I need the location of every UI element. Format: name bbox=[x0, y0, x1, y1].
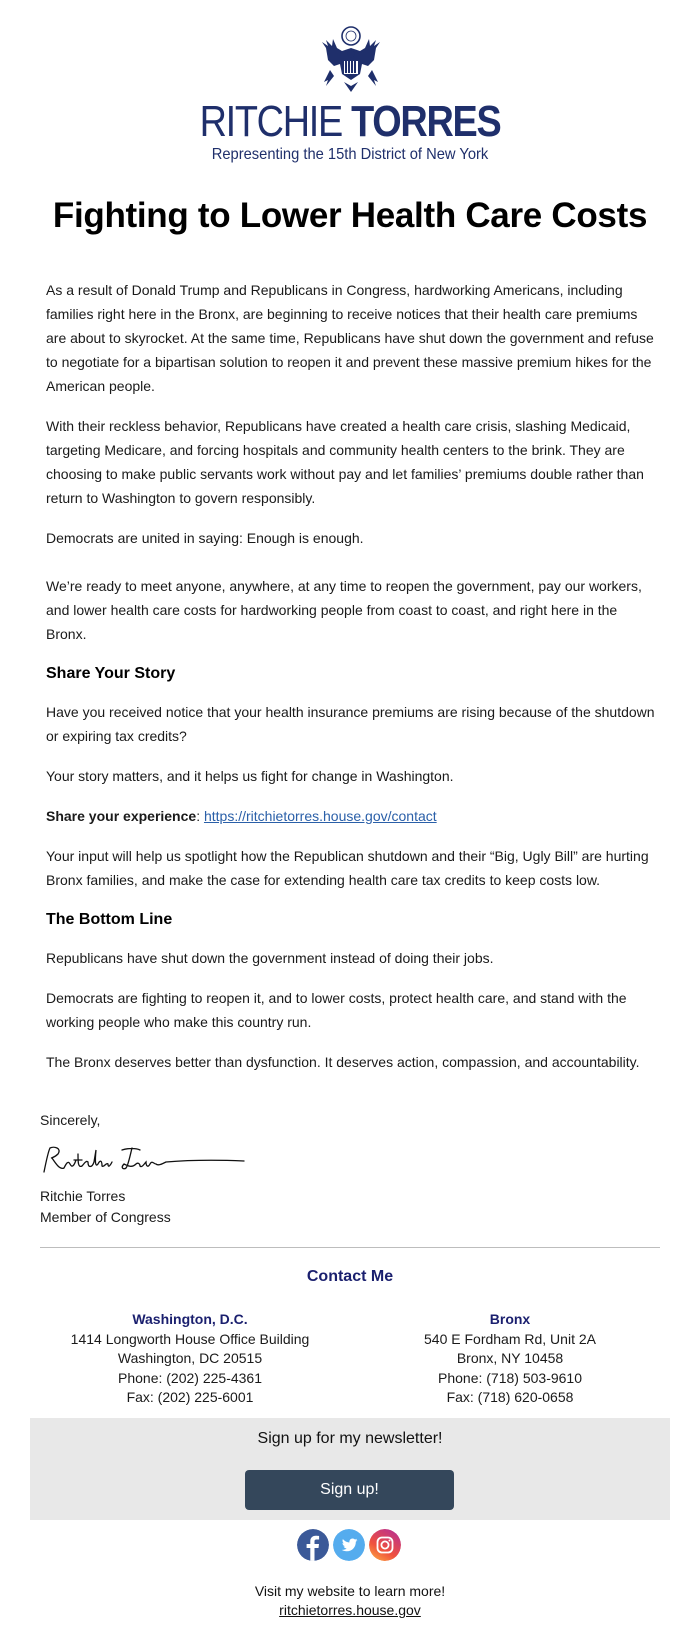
body-paragraph: With their reckless behavior, Republicans have created a health care crisis, slashing Medicaid, targeting Medicare, and forcing hospitals and community health centers to the brink. They are choosing to make public servants work without pay and let families’ premiums double rather than return to Washington to govern responsibly. bbox=[46, 418, 644, 506]
signer-block bbox=[40, 1186, 171, 1228]
body-paragraph: The Bronx deserves better than dysfunction. It deserves action, compassion, and accountability. bbox=[46, 1054, 640, 1070]
signer-name: Ritchie Torres bbox=[40, 1188, 126, 1204]
page-title: Fighting to Lower Health Care Costs bbox=[52, 196, 648, 235]
social-links bbox=[297, 1529, 403, 1563]
email-body bbox=[46, 278, 656, 1090]
divider bbox=[40, 1247, 660, 1248]
body-paragraph: Republicans have shut down the government instead of doing their jobs. bbox=[46, 950, 494, 966]
signer-role: Member of Congress bbox=[40, 1209, 171, 1225]
website-footer bbox=[0, 1582, 700, 1620]
contact-link[interactable]: https://ritchietorres.house.gov/contact bbox=[203, 808, 437, 824]
brand-tagline: Representing the 15th District of New York bbox=[211, 146, 489, 163]
twitter-link[interactable] bbox=[333, 1529, 365, 1561]
visit-website-text: Visit my website to learn more! bbox=[254, 1583, 446, 1599]
newsletter-signup-button[interactable]: Sign up! bbox=[245, 1470, 454, 1510]
facebook-link[interactable] bbox=[297, 1529, 329, 1561]
brand-last-name: TORRES bbox=[351, 97, 501, 146]
signature-icon bbox=[40, 1142, 245, 1178]
body-paragraph: Your input will help us spotlight how the Republican shutdown and their “Big, Ugly Bill” are hurting Bronx families, and make the case for extending health care tax credits to keep costs low. bbox=[46, 848, 649, 888]
closing-salutation: Sincerely, bbox=[40, 1112, 101, 1128]
body-paragraph: Your story matters, and it helps us fight for change in Washington. bbox=[46, 768, 454, 784]
body-paragraph: As a result of Donald Trump and Republicans in Congress, hardworking Americans, including families right here in the Bronx, are beginning to receive notices that their health care premiums are about to skyrocket. At the same time, Republicans have shut down the government and refuse to negotiate for a bipartisan solution to reopen it and prevent these massive premium hikes for the American people. bbox=[46, 282, 654, 394]
separator: : bbox=[196, 808, 204, 824]
section-heading-bottom-line: The Bottom Line bbox=[46, 911, 173, 928]
instagram-icon bbox=[369, 1529, 401, 1561]
office-address-line2: Washington, DC 20515 bbox=[117, 1350, 263, 1366]
office-address-line1: 540 E Fordham Rd, Unit 2A bbox=[424, 1330, 596, 1347]
contact-heading: Contact Me bbox=[306, 1268, 394, 1285]
newsletter-prompt: Sign up for my newsletter! bbox=[257, 1430, 443, 1447]
body-paragraph: Democrats are fighting to reopen it, and to lower costs, protect health care, and stand with the working people who make this country run. bbox=[46, 990, 627, 1030]
facebook-icon bbox=[297, 1529, 329, 1561]
share-experience-label: Share your experience bbox=[46, 808, 197, 824]
office-address-line1: 1414 Longworth House Office Building bbox=[70, 1330, 310, 1347]
body-paragraph: Have you received notice that your health insurance premiums are rising because of the shutdown or expiring tax credits? bbox=[46, 704, 655, 744]
office-name: Washington, D.C. bbox=[132, 1311, 248, 1327]
share-experience-line bbox=[46, 804, 656, 828]
twitter-icon bbox=[333, 1529, 365, 1561]
office-address-line2: Bronx, NY 10458 bbox=[456, 1350, 564, 1366]
office-fax: Fax: (718) 620-0658 bbox=[446, 1389, 574, 1405]
brand-first-name: RITCHIE bbox=[199, 97, 342, 146]
email-header bbox=[0, 0, 700, 180]
instagram-link[interactable] bbox=[369, 1529, 401, 1561]
office-phone: Phone: (718) 503-9610 bbox=[438, 1369, 582, 1386]
office-name: Bronx bbox=[489, 1311, 531, 1327]
newsletter-signup-panel bbox=[30, 1418, 670, 1520]
brand-wordmark bbox=[49, 98, 651, 146]
body-paragraph: We’re ready to meet anyone, anywhere, at any time to reopen the government, pay our workers, and lower health care costs for hardworking people from coast to coast, and right here in the Bronx. bbox=[46, 578, 642, 642]
office-bronx bbox=[360, 1310, 660, 1408]
great-seal-eagle-icon bbox=[316, 26, 386, 94]
office-washington bbox=[40, 1310, 340, 1408]
section-heading-share-story: Share Your Story bbox=[46, 665, 176, 682]
office-phone: Phone: (202) 225-4361 bbox=[118, 1369, 262, 1386]
website-link[interactable]: ritchietorres.house.gov bbox=[279, 1602, 421, 1618]
office-fax: Fax: (202) 225-6001 bbox=[126, 1389, 254, 1405]
body-paragraph: Democrats are united in saying: Enough is enough. bbox=[46, 530, 364, 546]
